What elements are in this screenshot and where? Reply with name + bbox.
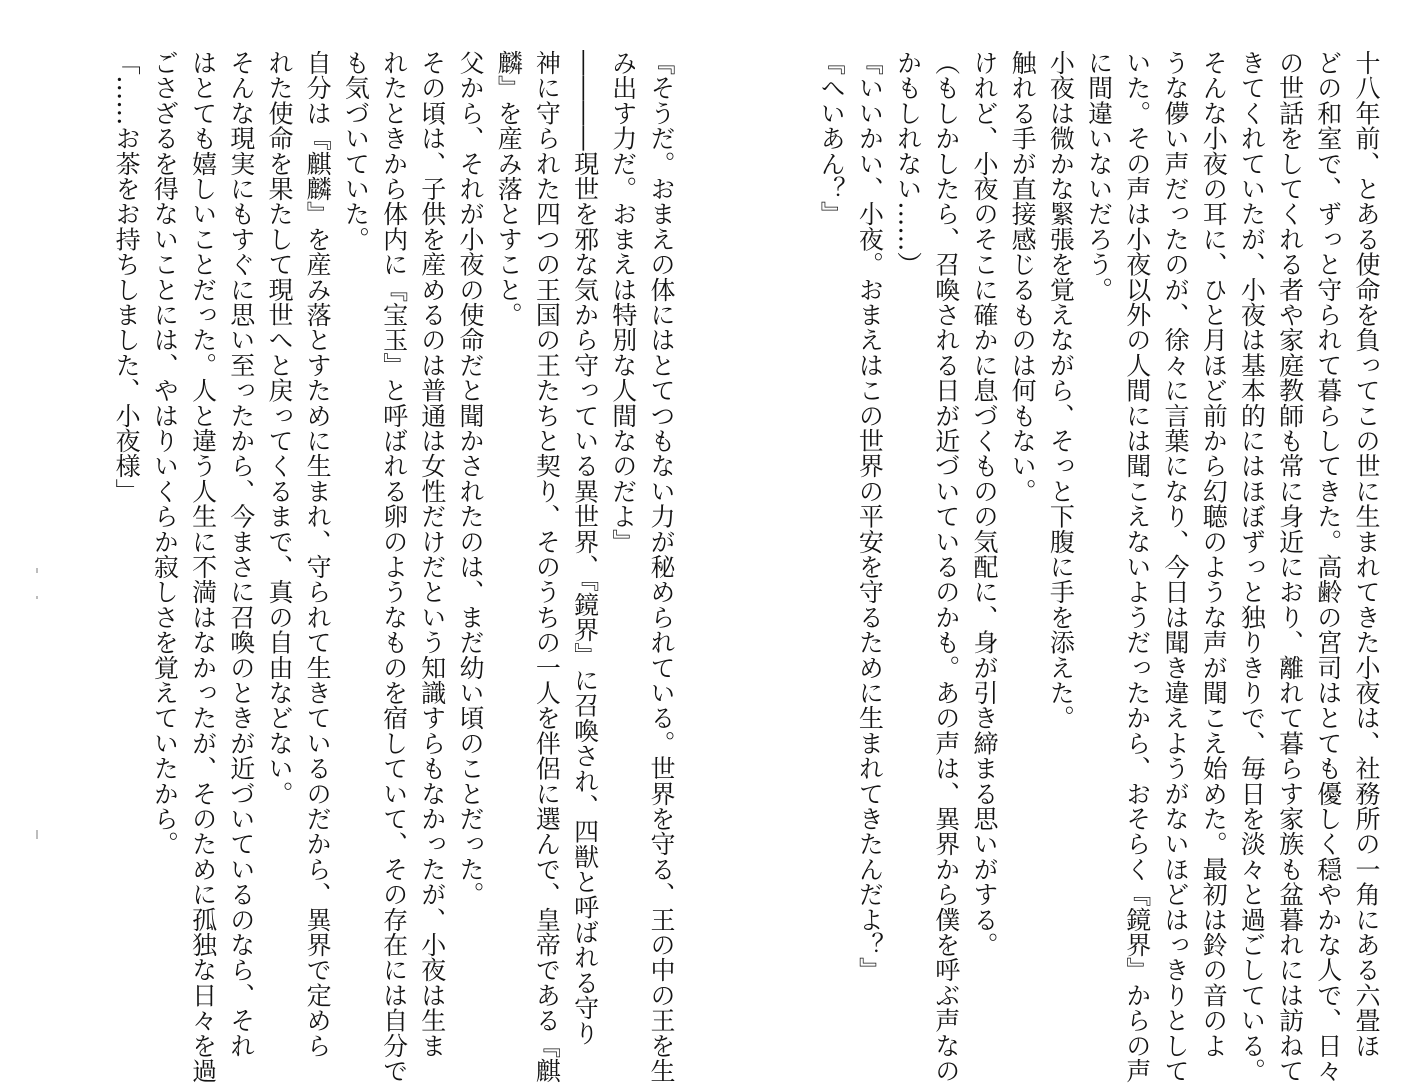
text-line: に間違いないだろう。 [1084, 50, 1114, 302]
text-line: きてくれていたが、小夜は基本的にはほぼずっと独りきりで、毎日を淡々と過ごしている。 [1237, 50, 1267, 1083]
left-page-text [100, 50, 680, 1083]
text-line: 『へいあん？』 [817, 50, 847, 227]
text-line: ごさざるを得ないことには、やはりいくらか寂しさを覚えていたから。 [150, 50, 180, 857]
text-line: うな儚い声だったのが、徐々に言葉になり、今日は聞き違えようがないほどはっきりとして [1160, 50, 1190, 1083]
text-line: 十八年前、とある使命を負ってこの世に生まれてきた小夜は、社務所の一角にある六畳ほ [1352, 50, 1381, 1058]
text-line: 父から、それが小夜の使命だと聞かされたのは、まだ幼い頃のことだった。 [455, 50, 485, 907]
text-line: 麟』を産み落とすこと。 [494, 50, 524, 328]
text-line: 「……お茶をお持ちしました、小夜様」 [112, 50, 142, 504]
scan-artifact [36, 568, 38, 573]
text-line: み出す力だ。おまえは特別な人間なのだよ』 [608, 50, 638, 554]
text-line: の世話をしてくれる者や家庭教師も常に身近におり、離れて暮らす家族も盆暮れには訪ねて [1275, 50, 1305, 1083]
scan-artifact [36, 830, 38, 839]
text-line: その頃は、子供を産めるのは普通は女性だけだという知識すらもなかったが、小夜は生ま [417, 50, 447, 1058]
text-line: はとても嬉しいことだった。人と違う人生に不満はなかったが、そのために孤独な日々を過 [188, 50, 218, 1083]
text-line: 『いいかい、小夜。おまえはこの世界の平安を守るために生まれてきたんだよ？』 [855, 50, 885, 983]
text-line: ――――現世を邪な気から守っている異世界、『鏡界』に召喚され、四獣と呼ばれる守り [570, 50, 600, 1046]
scan-artifact [36, 596, 38, 599]
text-line: そんな現実にもすぐに思い至ったから、今まさに召喚のときが近づいているのなら、それ [226, 50, 256, 1058]
text-line: れたときから体内に『宝玉』と呼ばれる卵のようなものを宿していて、その存在には自分で [379, 50, 409, 1083]
right-page-text [780, 50, 1385, 1083]
text-line: 自分は『麒麟』を産み落とすために生まれ、守られて生きているのだから、異界で定めら [303, 50, 333, 1058]
text-line: どの和室で、ずっと守られて暮らしてきた。高齢の宮司はとても優しく穏やかな人で、日々 [1313, 50, 1343, 1083]
text-line: 『そうだ。おまえの体にはとてつもない力が秘められている。世界を守る、王の中の王を生 [647, 50, 676, 1083]
text-line: 触れる手が直接感じるものは何もない。 [1008, 50, 1038, 504]
text-line: かもしれない……） [893, 50, 923, 277]
text-line: （もしかしたら、召喚される日が近づいているのかも。あの声は、異界から僕を呼ぶ声なの [931, 50, 961, 1083]
text-line: けれど、小夜のそこに確かに息づくものの気配に、身が引き締まる思いがする。 [969, 50, 999, 958]
text-line: いた。その声は小夜以外の人間には聞こえないようだったから、おそらく『鏡界』からの声 [1122, 50, 1152, 1083]
text-line: そんな小夜の耳に、ひと月ほど前から幻聴のような声が聞こえ始めた。最初は鈴の音のよ [1199, 50, 1229, 1058]
text-line: 小夜は微かな緊張を覚えながら、そっと下腹に手を添えた。 [1046, 50, 1076, 731]
text-line: も気づいていた。 [341, 50, 371, 252]
text-line: 神に守られた四つの王国の王たちと契り、そのうちの一人を伴侶に選んで、皇帝である『麒 [532, 50, 562, 1083]
text-line: れた使命を果たして現世へと戻ってくるまで、真の自由などない。 [264, 50, 294, 806]
